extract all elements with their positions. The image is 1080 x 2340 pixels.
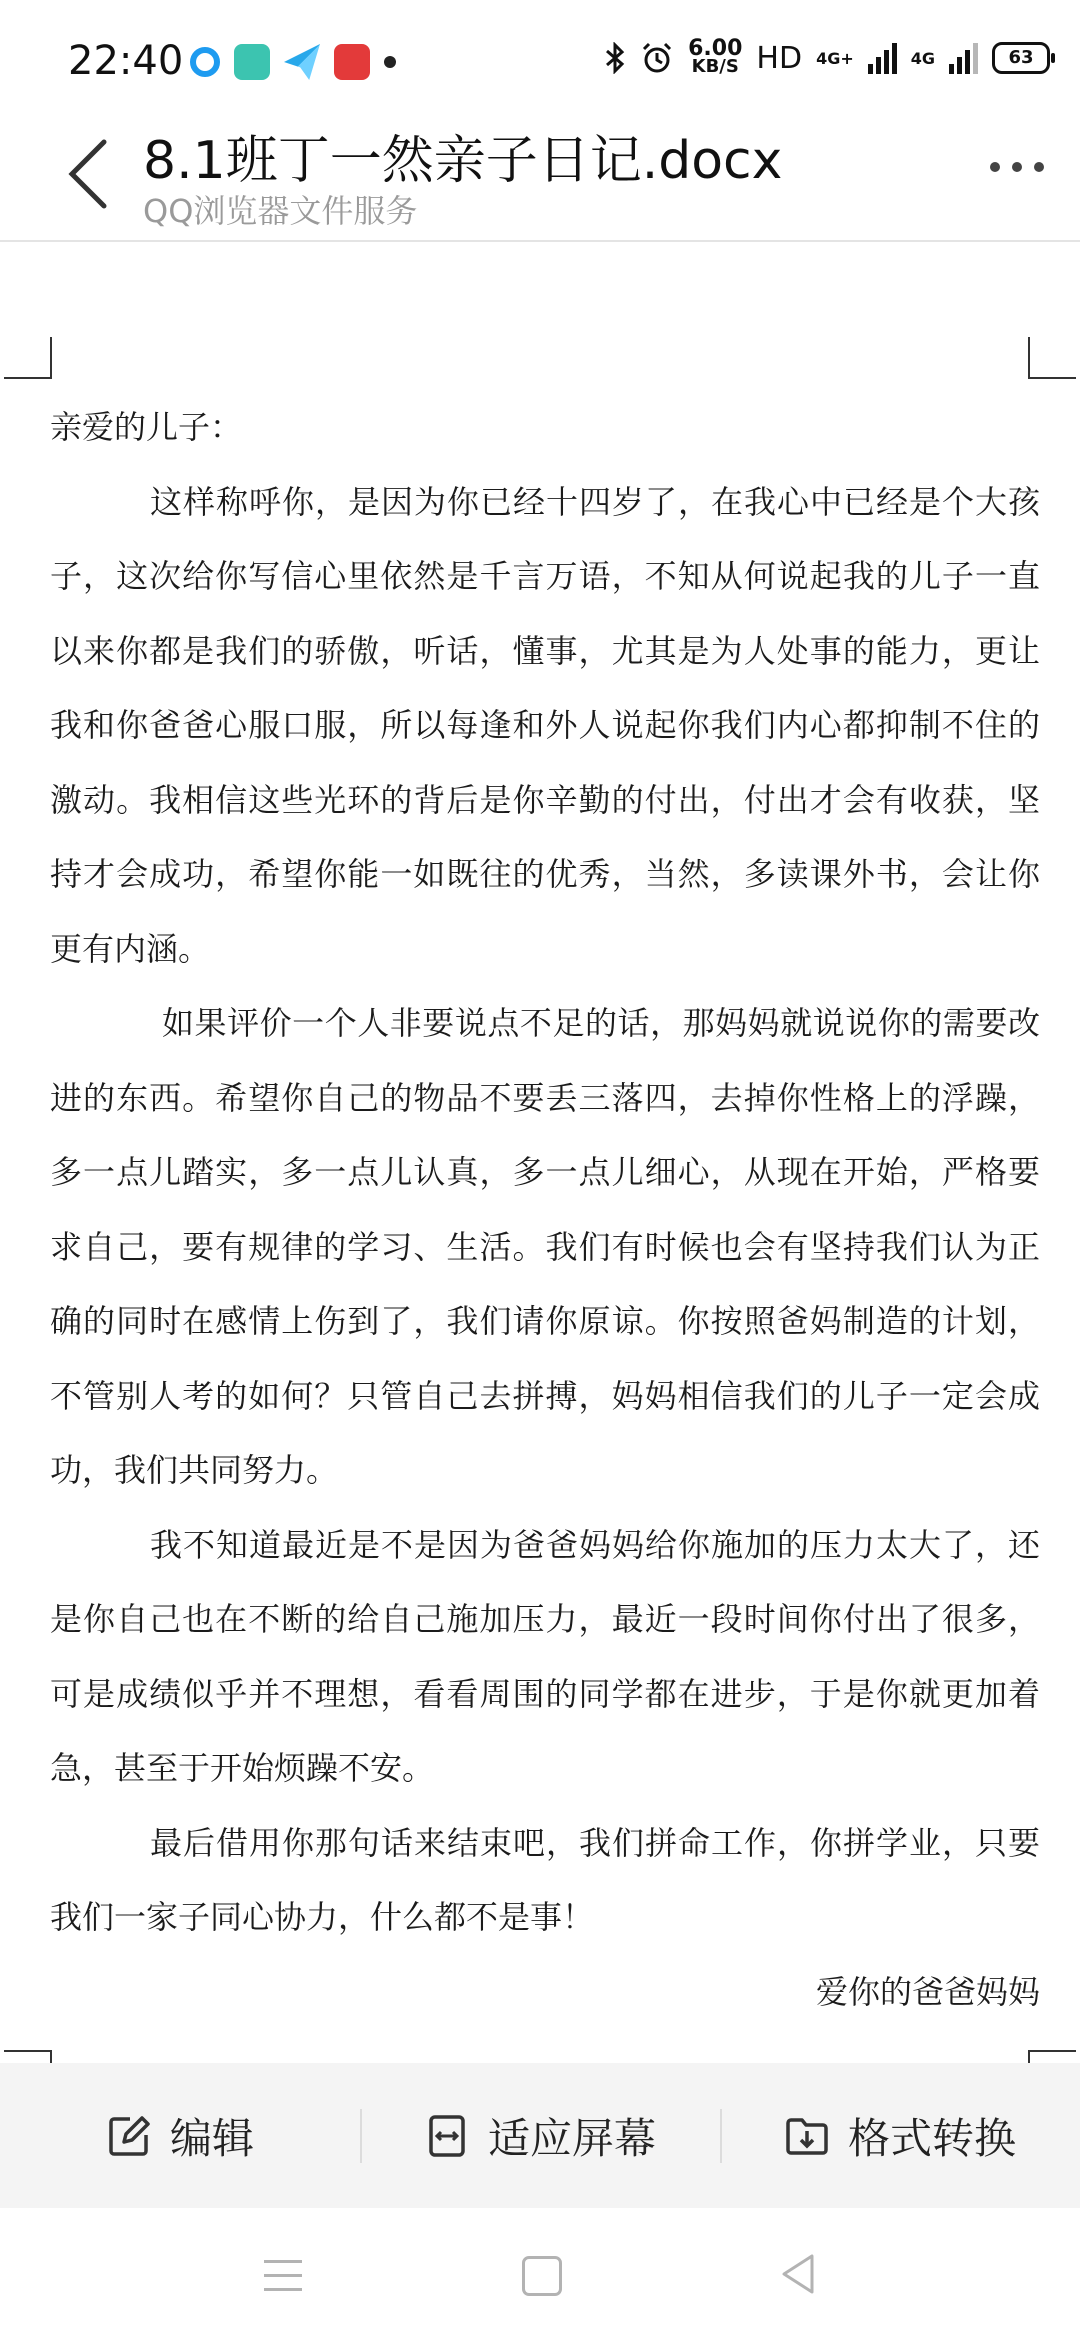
- bluetooth-icon: [604, 42, 626, 74]
- format-convert-label: 格式转换: [847, 2113, 1016, 2163]
- paper-plane-icon: [284, 44, 320, 80]
- document-page[interactable]: [0, 242, 1080, 2062]
- format-convert-button[interactable]: [720, 2063, 1080, 2208]
- folder-download-icon: [784, 2113, 830, 2159]
- home-icon[interactable]: [522, 2256, 562, 2296]
- back-arrow-icon[interactable]: [60, 134, 120, 214]
- speed-value: 6.00: [688, 36, 743, 61]
- document-title: 8.1班丁一然亲子日记.docx: [143, 131, 783, 191]
- fit-screen-icon: [424, 2113, 470, 2159]
- dot-icon: [384, 56, 396, 68]
- status-indicators: [604, 36, 1050, 77]
- letter-paragraph: 这样称呼你，是因为你已经十四岁了，在我心中已经是个大孩子，这次给你写信心里依然是千言万语，不知从何说起我的儿子一直以来你都是我们的骄傲，听话，懂事，尤其是为人处事的能力，更让我和你爸爸心服口服，所以每逢和外人说起你我们内心都抑制不住的激动。我相信这些光环的背后是你辛勤的付出，付出才会有收获，坚持才会成功，希望你能一如既往的优秀，当然，多读课外书，会让你更有内涵。: [50, 482, 1040, 968]
- signal-icon-1: [868, 42, 897, 74]
- signal-icon-2: [949, 42, 978, 74]
- letter-signature: 爱你的爸爸妈妈: [815, 1972, 1040, 2011]
- edit-label: 编辑: [169, 2113, 254, 2163]
- qq-browser-icon: [190, 47, 220, 77]
- network-type-1: 4G+: [816, 48, 854, 68]
- book-app-icon: [234, 44, 270, 80]
- menu-icon[interactable]: [264, 2260, 302, 2302]
- edit-icon: [106, 2113, 152, 2159]
- status-bar: [0, 0, 1080, 120]
- red-app-icon: [334, 44, 370, 80]
- bottom-toolbar: [0, 2063, 1080, 2208]
- speed-unit: KB/S: [691, 56, 739, 77]
- edit-button[interactable]: [0, 2063, 360, 2208]
- letter-paragraph: 我不知道最近是不是因为爸爸妈妈给你施加的压力太大了，还是你自己也在不断的给自己施加压力，最近一段时间你付出了很多，可是成绩似乎并不理想，看看周围的同学都在进步，于是你就更加着急，甚至于开始烦躁不安。: [50, 1525, 1040, 1787]
- letter-paragraph: 如果评价一个人非要说点不足的话，那妈妈就说说你的需要改进的东西。希望你自己的物品不要丢三落四，去掉你性格上的浮躁，多一点儿踏实，多一点儿认真，多一点儿细心，从现在开始，严格要求自己，要有规律的学习、生活。我们有时候也会有坚持我们认为正确的同时在感情上伤到了，我们请你原谅。你按照爸妈制造的计划，不管别人考的如何？只管自己去拼搏，妈妈相信我们的儿子一定会成功，我们共同努力。: [50, 1004, 1040, 1489]
- hd-indicator: HD: [756, 40, 803, 76]
- letter-body: [50, 390, 1040, 2029]
- alarm-icon: [640, 41, 674, 75]
- nav-back-icon[interactable]: [778, 2252, 818, 2296]
- fit-screen-button[interactable]: [360, 2063, 720, 2208]
- title-bar: [0, 110, 1080, 242]
- network-type-2: 4G: [910, 48, 935, 68]
- battery-icon: 63: [992, 42, 1050, 74]
- network-speed: [688, 36, 743, 77]
- page-corner-mark: [4, 337, 52, 379]
- letter-paragraph: 最后借用你那句话来结束吧，我们拼命工作，你拼学业，只要我们一家子同心协力，什么都不是事！: [50, 1823, 1040, 1936]
- more-options-icon[interactable]: [990, 162, 1044, 172]
- status-time: 22:40: [68, 38, 184, 84]
- system-nav-bar: [0, 2208, 1080, 2340]
- notification-icons: [190, 44, 396, 80]
- fit-screen-label: 适应屏幕: [487, 2113, 656, 2163]
- document-source: QQ浏览器文件服务: [143, 192, 418, 230]
- page-corner-mark: [1028, 337, 1076, 379]
- letter-greeting: 亲爱的儿子：: [50, 408, 243, 446]
